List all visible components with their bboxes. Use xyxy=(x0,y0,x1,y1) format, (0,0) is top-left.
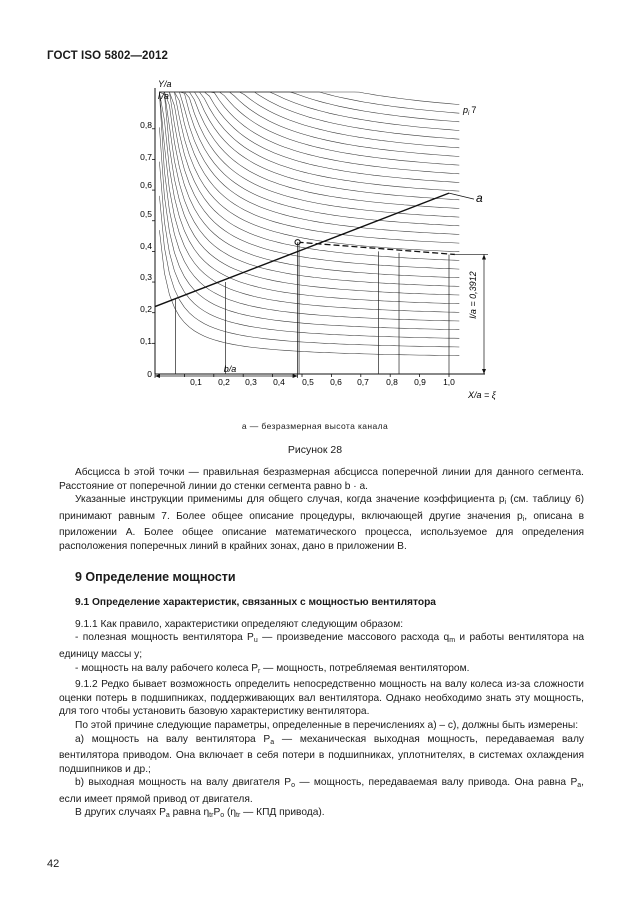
curve xyxy=(159,92,459,157)
y-tick: 0,5 xyxy=(140,209,152,219)
x-tick: 0,5 xyxy=(302,377,314,387)
line-label-a: a xyxy=(476,191,483,205)
x-tick-labels xyxy=(190,377,455,387)
nomogram-chart xyxy=(120,80,500,420)
paragraph: По этой причине следующие параметры, определенные в перечислениях а) – с), должны быть измерены: xyxy=(75,719,579,731)
x-tick: 0,6 xyxy=(330,377,342,387)
list-item: - полезная мощность вентилятора $P_u$ — произведение массового расхода $q_m$ и работы вентилятора на единицу массы y; xyxy=(59,632,585,660)
figure-legend: a — безразмерная высота канала xyxy=(241,421,389,431)
x-tick: 0,1 xyxy=(190,377,202,387)
zero-label: 0 xyxy=(147,369,152,379)
line-a-leader xyxy=(449,193,474,199)
curve xyxy=(159,92,459,286)
paragraph: В других случаях $P_a$ равна $\eta_{tr}P_o$ ($\eta_{tr}$ — КПД привода). xyxy=(75,807,325,820)
curve xyxy=(159,92,459,312)
paragraph: 9.1.2 Редко бывает возможность определить непосредственно мощность на валу колеса из-за сложности оценки потерь в подшипниках, поддерживающих вал вентилятора. Однако необходимо знать эту мощность, для того чтобы установить базовую характеристику вентилятора. xyxy=(59,679,584,718)
curve xyxy=(159,92,459,252)
dimension-l-label: l/a = 0,3912 xyxy=(468,271,478,319)
y-tick: 0,7 xyxy=(140,152,152,162)
x-tick: 0,8 xyxy=(386,377,398,387)
dimension-b-label: b/a xyxy=(223,364,237,374)
list-item: b) выходная мощность на валу двигателя $P_o$ — мощность, передаваемая валу привода. Она равна $P_a$, если имеет прямой привод от двигателя. xyxy=(59,777,584,805)
body-text xyxy=(59,466,584,823)
x-tick: 0,3 xyxy=(245,377,257,387)
paragraph: 9.1.1 Как правило, характеристики определяют следующим образом: xyxy=(75,618,404,630)
curve xyxy=(159,92,459,113)
arrow xyxy=(482,369,486,374)
x-tick: 1,0 xyxy=(443,377,455,387)
figure-caption: Рисунок 28 xyxy=(287,444,343,456)
dashed-line xyxy=(298,242,455,254)
arrow xyxy=(293,374,298,378)
y-tick: 0,1 xyxy=(140,336,152,346)
y-axis-label-li: $l_i/a$ xyxy=(158,91,169,103)
subsection-title: 9.1 Определение характеристик, связанных с мощностью вентилятора xyxy=(75,597,436,609)
x-tick: 0,2 xyxy=(218,377,230,387)
y-axis-label: Y/a xyxy=(158,80,172,89)
y-tick: 0,3 xyxy=(140,272,152,282)
page-number: 42 xyxy=(47,858,60,870)
curve xyxy=(159,196,459,347)
curve xyxy=(159,92,459,234)
arrow xyxy=(155,374,160,378)
y-tick: 0,2 xyxy=(140,304,152,314)
x-tick: 0,4 xyxy=(273,377,285,387)
curve xyxy=(159,92,459,295)
curve xyxy=(159,127,459,329)
curve-label: $p_i$ 7 xyxy=(463,105,477,117)
curve-family xyxy=(159,92,459,356)
curve xyxy=(159,92,459,208)
line-a xyxy=(155,193,449,306)
arrow xyxy=(482,254,486,259)
x-axis-label: X/a = ξ xyxy=(468,390,496,400)
section-title: 9 Определение мощности xyxy=(75,569,236,584)
y-tick: 0,8 xyxy=(140,120,152,130)
document-header: ГОСТ ISO 5802—2012 xyxy=(47,50,169,62)
curve xyxy=(159,92,459,183)
figure-28 xyxy=(120,80,500,420)
y-tick-labels xyxy=(140,120,152,379)
curve xyxy=(159,92,459,200)
x-tick: 0,7 xyxy=(357,377,369,387)
y-tick: 0,4 xyxy=(140,241,152,251)
paragraph: Абсцисса b этой точки — правильная безразмерная абсцисса поперечной линии для данного сегмента. Расстояние от поперечной линии до стенки сегмента равно b · a. xyxy=(59,467,584,492)
paragraph: Указанные инструкции применимы для общего случая, когда значение коэффициента $p_i$ (см. таблицу 6) принимают равным 7. Более общее описание процедуры, включающей другие значения $p_i$, описана в приложении А. Более общее описание математического процесса, используемое для определения расположения поперечных линий в крайних зонах, дано в приложении В. xyxy=(59,494,585,552)
curve xyxy=(159,92,459,165)
curve xyxy=(159,92,459,191)
list-item: - мощность на валу рабочего колеса $P_r$ — мощность, потребляемая вентилятором. xyxy=(75,662,470,675)
y-tick: 0,6 xyxy=(140,180,152,190)
list-item: а) мощность на валу вентилятора $P_a$ — механическая выходная мощность, передаваемая валу вентилятора приводом. Она включает в себя потери в подшипниках, уплотнителях, в системах охлаждения подшипников и др.; xyxy=(59,733,584,775)
x-tick: 0,9 xyxy=(414,377,426,387)
